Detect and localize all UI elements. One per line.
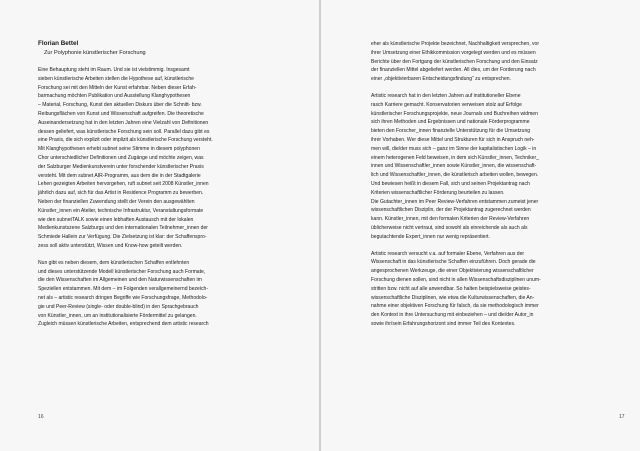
page-number: 16: [38, 414, 44, 420]
paragraph: Artistic research hat in den letzten Jahren auf institutioneller Ebene rasch Karriere gemacht. Konservatorien verweisen stolz auf Erfolge künstlerischer Forschungsprojekte, neue Journals und Buchreihen widmen sich ihren Methoden und Ergebnissen und nationale Förderprogramme bieten den Forscher_innen finanzielle Unterstützung für die Umsetzung ihrer Vorhaben. Wer diese Mittel und Strukturen für sich in Anspruch neh- men will, die/der muss sich – ganz im Sinne der kapitalistischen Logik – in einem heterogenen Feld beweisen, in dem sich Künstler_innen, Techniker_ innen und Wissenschaftler_innen sowie Künstler_innen, die wissenschaft- lich und Wissenschaftler_innen, die künstlerisch arbeiten wollen, bewegen. Und bewiesen heißt in diesem Fall, sich und seinen Projektantrag nach Kriterien wissenschaftlicher Förderung beurteilen zu lassen. Die Gutachter_innen im Peer Review-Verfahren entstammen zumeist jener wissenschaftlichen Disziplin, der der Projektantrag zugerechnet werden kann. Künstler_innen, mit den formalen Kriterien der Review-Verfahren üblicherweise nicht vertraut, sind sowohl als einreichende als auch als begutachtende Expert_innen nur wenig repräsentiert.: [371, 92, 539, 240]
essay-subtitle: Zur Polyphonie künstlerischer Forschung: [44, 50, 146, 56]
paragraph-gap: [371, 84, 617, 92]
paragraph: Artistic research versucht v.a. auf formaler Ebene, Verfahren aus der Wissenschaft in das künstlerische Schaffen einzuführen. Doch gerade die angesprochenen Werkzeuge, die einer Objektivierung wissenschaftlicher Forschung dienen sollen, sind nicht in allen Wissenschaftsdisziplinen unum- stritten bzw. nicht auf alle anwendbar. So halten beispielsweise geistes- wissenschaftliche Disziplinen, wie etwa die Kulturwissenschaften, die An- nahme einer objektiven Forschung für falsch, da sie methodologisch immer den Kontext in ihre Untersuchung mit einbeziehen – und die/der Autor_in sowie ihr/sein Erfahrungshorizont sind immer Teil des Kontextes.: [371, 250, 541, 327]
author-name: Florian Bettel: [38, 40, 79, 47]
right-text-column: [371, 40, 617, 329]
paragraph: eher als künstlerische Projekte bezeichnet, Nachhaltigkeit versprechen, vor ihrer Umsetzung einer Ethikkommission vorgelegt werden und es müssen Berichte über den Fortgang der künstlerischen Forschung und den Einsatz der finanziellen Mittel abgeliefert werden. All dies, um der Forderung nach einer „objektivierbaren Entscheidungsfindung“ zu entsprechen.: [371, 41, 540, 83]
left-page: [0, 0, 319, 451]
paragraph-gap: [38, 251, 284, 259]
page-number: 17: [619, 414, 625, 420]
paragraph: Nun gibt es neben diesem, dem künstlerischen Schaffen entlehnten und dieses unterstützende Modell künstlerischer Forschung auch Formate, die den Wissenschaften im Allgemeinen und den Naturwissenschaften im Speziellen entstammen. Mit dem – im Folgenden verallgemeinernd bezeich- net als – artistic research dringen Begriffe wie Forschungsfrage, Methodolo- gie und Peer-Review (single- oder double-blind) in den Sprachgebrauch von Künstler_innen, um an institutionalisierte Fördermittel zu gelangen. Zugleich müssen künstlerische Arbeiten, entsprechend dem artistic research: [38, 259, 209, 328]
paragraph: Eine Behauptung steht im Raum. Und sie ist vielstimmig. Insgesamt sieben künstlerische Arbeiten stellen die Hypothese auf, künstlerische Forschung sei mit den Mitteln der Kunst erfahrbar. Neben dieser Erfah- barmachung möchten Publikation und Ausstellung Klanghypothesen – Material, Forschung, Kunst den aktuellen Diskurs über die Schnitt- bzw. Reibungsflächen von Kunst und Wissenschaft aufgreifen. Die theoretische Auseinandersetzung hat in den letzten Jahren eine Vielzahl von Definitionen dessen geliefert, was künstlerische Forschung sein soll. Parallel dazu gibt es eine Praxis, die sich explizit oder implizit als künstlerische Forschung versteht. Mit Klanghypothesen erhebt subnet seine Stimme in diesem polyphonen Chor unterschiedlicher Definitionen und Zugänge und möchte zeigen, was der Salzburger Medienkunstverein unter forschender künstlerischer Praxis versteht. Mit dem subnet AIR-Programm, aus dem die in der Stadtgalerie Lehen gezeigten Arbeiten hervorgehen, ruft subnet seit 2008 Künstler_innen jährlich dazu auf, sich für das Artist in Residence Programm zu bewerben. Neben der finanziellen Zuwendung stellt der Verein den ausgewählten Künstler_innen ein Atelier, technische Infrastruktur, Veranstaltungsformate wie den subnetTALK sowie einen lebhaften Austausch mit der lokalen Medienkunstszene Salzburgs und den internationalen Teilnehmer_innen der Schmiede Hallein zur Verfügung. Die Zielsetzung ist klar: der Schaffenspro- zess soll aktiv unterstützt, Wissen und Know-how geteilt werden.: [38, 67, 213, 249]
left-text-column: [38, 66, 284, 329]
paragraph-gap: [371, 242, 617, 250]
right-page: [321, 0, 640, 451]
